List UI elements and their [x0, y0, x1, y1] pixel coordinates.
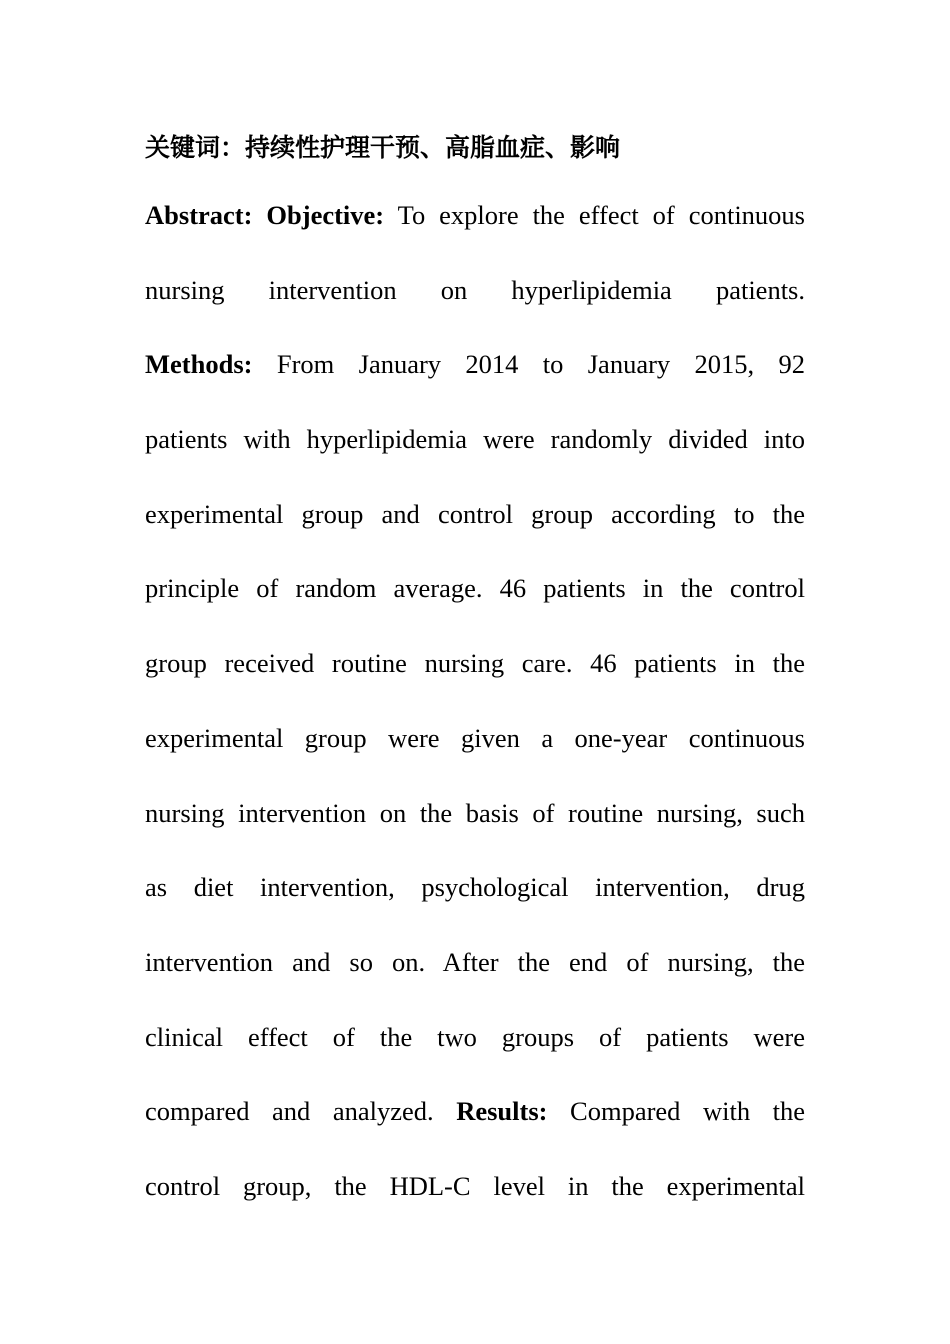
results-label: Results:	[456, 1096, 548, 1127]
abstract-line-6: principle of random average. 46 patients in the control	[145, 573, 805, 604]
results-text-line-1: Compared with the	[570, 1096, 806, 1127]
abstract-line-10: as diet intervention, psychological intervention, drug	[145, 872, 805, 903]
abstract-line-11: intervention and so on. After the end of nursing, the	[145, 946, 805, 977]
abstract-line-8: experimental group were given a one-year continuous	[145, 722, 805, 753]
abstract-line-12: clinical effect of the two groups of patients were	[145, 1021, 805, 1052]
methods-text-end: compared and analyzed.	[145, 1096, 434, 1127]
keywords-line: 关键词：持续性护理干预、高脂血症、影响	[145, 133, 621, 162]
abstract-label: Abstract:	[145, 200, 253, 230]
abstract-line-3	[145, 344, 805, 419]
abstract-line-13	[145, 1091, 805, 1166]
abstract-line-14: control group, the HDL-C level in the experimental	[145, 1170, 805, 1201]
document-page	[145, 128, 805, 1241]
abstract-line-9: nursing intervention on the basis of routine nursing, such	[145, 797, 805, 828]
objective-label: Objective:	[266, 200, 385, 230]
methods-text-line-1: From January 2014 to January 2015, 92	[276, 349, 805, 380]
abstract-line-2: nursing intervention on hyperlipidemia patients.	[145, 274, 805, 305]
abstract-line-5: experimental group and control group according to the	[145, 498, 805, 529]
abstract-paragraph	[145, 195, 805, 1241]
methods-label: Methods:	[145, 349, 253, 380]
objective-text-line-1: To explore the effect of continuous	[397, 200, 805, 230]
abstract-line-1	[145, 195, 805, 270]
abstract-line-7: group received routine nursing care. 46 patients in the	[145, 648, 805, 679]
abstract-line-4: patients with hyperlipidemia were randomly divided into	[145, 424, 805, 455]
